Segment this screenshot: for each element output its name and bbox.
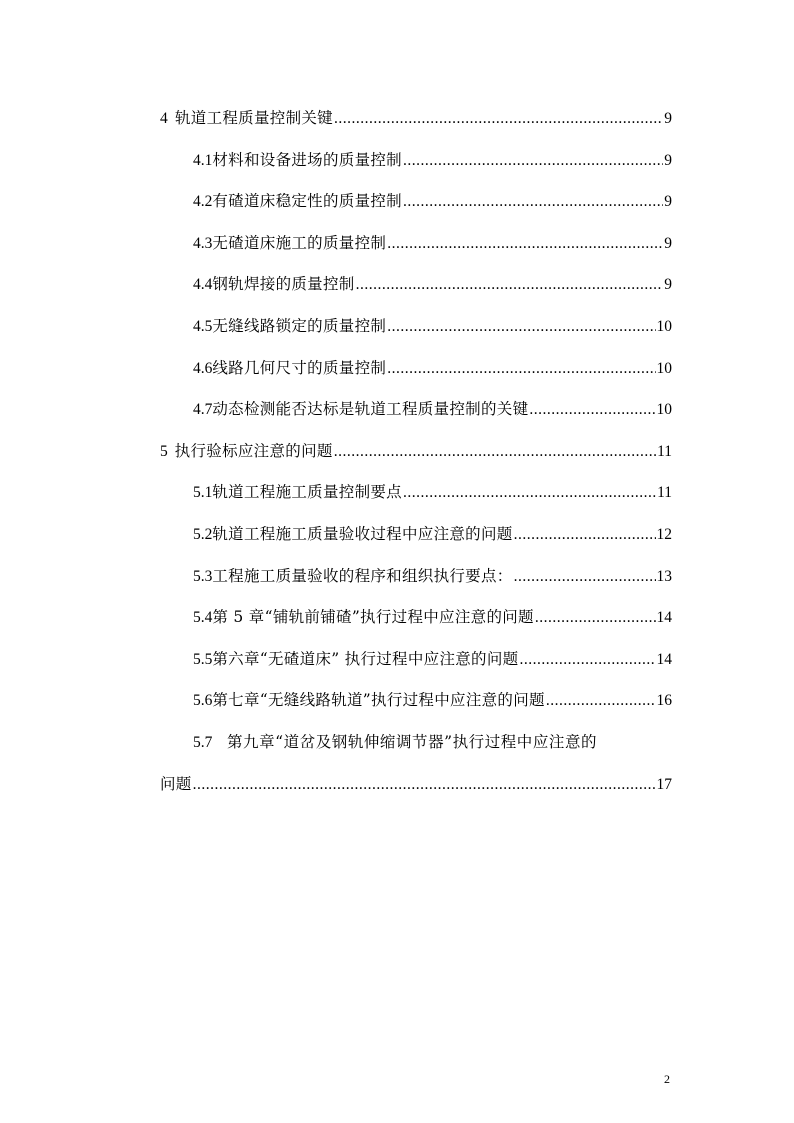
toc-number: 4	[160, 110, 168, 127]
toc-entry-5-2[interactable]	[160, 514, 672, 556]
toc-number: 5.1	[193, 484, 213, 502]
toc-entry-5-7[interactable]	[160, 722, 672, 764]
toc-title: 动态检测能否达标是轨道工程质量控制的关键	[212, 400, 529, 419]
toc-dot-leader	[193, 764, 656, 806]
toc-number: 4.7	[193, 401, 213, 419]
toc-page-number: 10	[656, 401, 672, 419]
toc-entry-4-4[interactable]	[160, 264, 672, 306]
toc-dot-leader	[387, 348, 655, 390]
toc-entry-4-5[interactable]	[160, 306, 672, 348]
toc-entry-5[interactable]	[160, 431, 672, 473]
toc-dot-leader	[529, 389, 655, 431]
toc-number: 5.5	[193, 650, 213, 668]
toc-entry-4-6[interactable]	[160, 348, 672, 390]
toc-dot-leader	[514, 514, 656, 556]
toc-dot-leader	[546, 680, 656, 722]
toc-number: 4.3	[193, 234, 213, 252]
toc-dot-leader	[334, 98, 663, 140]
toc-page-number: 9	[664, 234, 672, 252]
toc-title: 第 5 章“铺轨前铺碴”执行过程中应注意的问题	[212, 608, 534, 627]
toc-dot-leader	[403, 140, 663, 182]
toc-title: 第六章“无碴道床” 执行过程中应注意的问题	[212, 649, 519, 668]
toc-number: 5.4	[193, 609, 213, 627]
toc-dot-leader	[403, 181, 663, 223]
toc-number: 4.6	[193, 359, 213, 377]
toc-number: 4.4	[193, 276, 213, 294]
toc-number: 5.3	[193, 567, 213, 585]
toc-number: 4.2	[193, 193, 213, 211]
toc-title: 执行验标应注意的问题	[174, 441, 333, 460]
toc-title: 无碴道床施工的质量控制	[212, 233, 387, 252]
toc-page-number: 9	[664, 151, 672, 169]
toc-title: 第七章“无缝线路轨道”执行过程中应注意的问题	[212, 691, 545, 710]
toc-title: 工程施工质量验收的程序和组织执行要点：	[212, 566, 513, 585]
toc-entry-5-6[interactable]	[160, 680, 672, 722]
toc-page-number: 11	[657, 484, 672, 502]
toc-title: 材料和设备进场的质量控制	[212, 150, 402, 169]
toc-page-number: 12	[656, 525, 672, 543]
toc-entry-4-3[interactable]	[160, 223, 672, 265]
toc-page-number: 9	[664, 110, 672, 127]
toc-page-number: 9	[664, 276, 672, 294]
toc-title: 第九章“道岔及钢轨伸缩调节器”执行过程中应注意的	[227, 732, 598, 751]
toc-dot-leader	[387, 306, 655, 348]
toc-page-number: 11	[657, 442, 672, 460]
toc-title-continued: 问题	[160, 774, 192, 793]
toc-number: 4.1	[193, 151, 213, 169]
toc-page-number: 14	[656, 650, 672, 668]
toc-dot-leader	[514, 556, 656, 598]
toc-number: 5.6	[193, 692, 213, 710]
toc-entry-5-3[interactable]	[160, 556, 672, 598]
toc-page-number: 10	[656, 317, 672, 335]
toc-entry-5-1[interactable]	[160, 472, 672, 514]
toc-title: 钢轨焊接的质量控制	[212, 275, 355, 294]
table-of-contents	[160, 98, 672, 805]
toc-number: 5	[160, 442, 168, 460]
toc-entry-5-5[interactable]	[160, 639, 672, 681]
toc-page-number: 16	[656, 692, 672, 710]
toc-page-number: 17	[656, 775, 672, 793]
toc-title: 轨道工程质量控制关键	[174, 109, 333, 127]
toc-title: 无缝线路锁定的质量控制	[212, 316, 387, 335]
toc-page-number: 14	[656, 609, 672, 627]
toc-dot-leader	[519, 639, 655, 681]
toc-dot-leader	[334, 431, 656, 473]
toc-title: 线路几何尺寸的质量控制	[212, 358, 387, 377]
toc-entry-5-7-continued[interactable]	[160, 764, 672, 806]
toc-entry-4-2[interactable]	[160, 181, 672, 223]
toc-entry-4[interactable]	[160, 98, 672, 140]
toc-title: 有碴道床稳定性的质量控制	[212, 192, 402, 211]
toc-page-number: 10	[656, 359, 672, 377]
toc-number: 5.2	[193, 525, 213, 543]
toc-dot-leader	[403, 472, 656, 514]
toc-number: 4.5	[193, 317, 213, 335]
toc-dot-leader	[387, 223, 663, 265]
toc-page-number: 13	[656, 567, 672, 585]
toc-entry-5-4[interactable]	[160, 597, 672, 639]
toc-title: 轨道工程施工质量控制要点	[212, 483, 402, 502]
toc-number: 5.7	[193, 733, 213, 751]
toc-dot-leader	[356, 264, 664, 306]
toc-entry-4-1[interactable]	[160, 140, 672, 182]
toc-title: 轨道工程施工质量验收过程中应注意的问题	[212, 524, 513, 543]
toc-dot-leader	[535, 597, 656, 639]
toc-entry-4-7[interactable]	[160, 389, 672, 431]
page-number: 2	[664, 1072, 670, 1086]
toc-page-number: 9	[664, 193, 672, 211]
